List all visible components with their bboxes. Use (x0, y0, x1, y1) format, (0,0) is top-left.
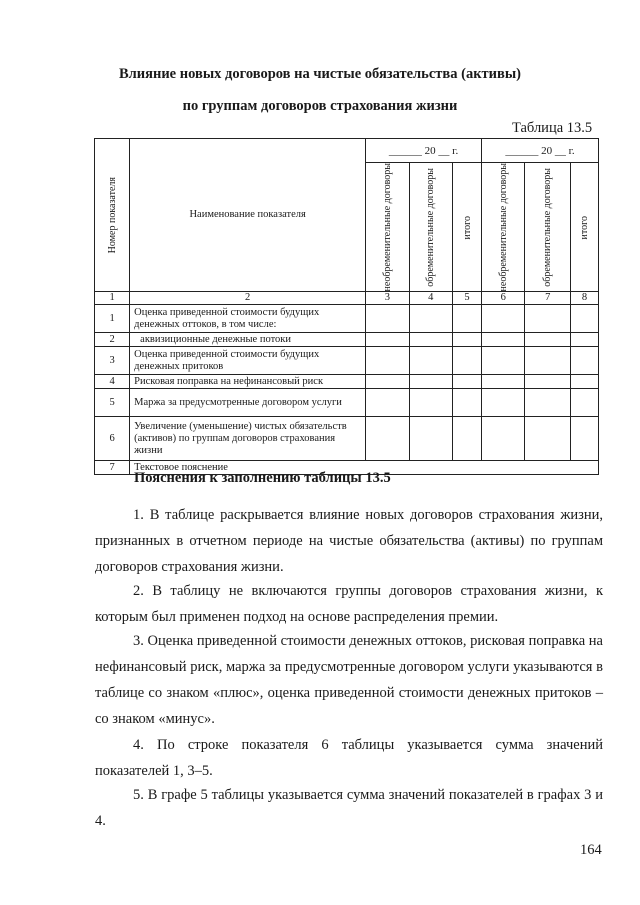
subheader-non-onerous-2: необременительные договоры (482, 163, 525, 292)
row-name: Рисковая поправка на нефинансовый риск (130, 375, 366, 389)
column-number: 5 (453, 292, 482, 305)
column-number: 6 (482, 292, 525, 305)
value-cell (453, 305, 482, 333)
subheader-total-2: итого (570, 163, 598, 292)
value-cell (366, 375, 409, 389)
value-cell (482, 375, 525, 389)
value-cell (482, 417, 525, 461)
value-cell (366, 305, 409, 333)
subheader-onerous-2: обременительные договоры (525, 163, 571, 292)
value-cell (525, 305, 571, 333)
value-cell (525, 347, 571, 375)
value-cell (453, 375, 482, 389)
subheader-non-onerous-1: необременительные договоры (366, 163, 409, 292)
row-name: Увеличение (уменьшение) чистых обязательств (активов) по группам договоров страхования жизни (130, 417, 366, 461)
value-cell (570, 417, 598, 461)
row-number: 1 (95, 305, 130, 333)
subheader-total-1: итого (453, 163, 482, 292)
value-cell (570, 333, 598, 347)
value-cell (570, 305, 598, 333)
row-name: Маржа за предусмотренные договором услуги (130, 389, 366, 417)
column-number: 7 (525, 292, 571, 305)
note-paragraph: 4. По строке показателя 6 таблицы указывается сумма значений показателей 1, 3–5. (95, 737, 603, 779)
value-cell (453, 333, 482, 347)
value-cell (570, 375, 598, 389)
row-name: аквизиционные денежные потоки (130, 333, 366, 347)
value-cell (525, 417, 571, 461)
value-cell (525, 333, 571, 347)
page-number: 164 (580, 842, 602, 858)
column-number: 3 (366, 292, 409, 305)
value-cell (482, 347, 525, 375)
value-cell (409, 347, 452, 375)
value-cell (570, 347, 598, 375)
table-row (95, 389, 599, 417)
subheader-onerous-1: обременительные договоры (409, 163, 452, 292)
row-name: Текстовое пояснение (130, 461, 599, 475)
value-cell (366, 389, 409, 417)
header-indicator-name: Наименование показателя (130, 139, 366, 292)
value-cell (409, 417, 452, 461)
header-year-1: ______ 20 __ г. (366, 139, 482, 163)
value-cell (366, 417, 409, 461)
column-number: 2 (130, 292, 366, 305)
header-indicator-number: Номер показателя (95, 139, 130, 292)
column-number: 8 (570, 292, 598, 305)
table-number: Таблица 13.5 (512, 120, 593, 136)
row-number: 2 (95, 333, 130, 347)
note-paragraph: 5. В графе 5 таблицы указывается сумма значений показателей в графах 3 и 4. (95, 787, 603, 829)
notes-title: Пояснения к заполнению таблицы 13.5 (134, 470, 391, 486)
indicators-table (94, 138, 599, 475)
value-cell (409, 389, 452, 417)
table-row (95, 333, 599, 347)
value-cell (525, 389, 571, 417)
table-row (95, 375, 599, 389)
page-title-line-2: по группам договоров страхования жизни (182, 98, 458, 114)
table-row (95, 417, 599, 461)
header-year-2: ______ 20 __ г. (482, 139, 599, 163)
value-cell (570, 389, 598, 417)
page-title-line-1: Влияние новых договоров на чистые обязательства (активы) (118, 66, 522, 82)
value-cell (409, 305, 452, 333)
value-cell (366, 347, 409, 375)
row-number: 7 (95, 461, 130, 475)
value-cell (453, 347, 482, 375)
value-cell (366, 333, 409, 347)
value-cell (409, 333, 452, 347)
table-row (95, 347, 599, 375)
row-number: 3 (95, 347, 130, 375)
row-number: 6 (95, 417, 130, 461)
row-number: 5 (95, 389, 130, 417)
value-cell (482, 333, 525, 347)
note-paragraph: 1. В таблице раскрывается влияние новых договоров страхования жизни, признанных в отчетном периоде на чистые обязательства (активы) по группам договоров страхования жизни. (95, 507, 603, 575)
row-name: Оценка приведенной стоимости будущих денежных притоков (130, 347, 366, 375)
value-cell (482, 389, 525, 417)
value-cell (453, 389, 482, 417)
row-name: Оценка приведенной стоимости будущих денежных оттоков, в том числе: (130, 305, 366, 333)
note-paragraph: 2. В таблицу не включаются группы договоров страхования жизни, к которым был применен подход на основе распределения премии. (95, 583, 603, 625)
value-cell (525, 375, 571, 389)
value-cell (453, 417, 482, 461)
value-cell (482, 305, 525, 333)
row-number: 4 (95, 375, 130, 389)
table-row (95, 305, 599, 333)
column-number-row (95, 292, 599, 305)
column-number: 4 (409, 292, 452, 305)
note-paragraph: 3. Оценка приведенной стоимости денежных оттоков, рисковая поправка на нефинансовый риск, маржа за предусмотренные договором услуги указываются в таблице со знаком «плюс», оценка приведенной стоимости денежных притоков – со знаком «минус». (95, 633, 603, 727)
value-cell (409, 375, 452, 389)
column-number: 1 (95, 292, 130, 305)
